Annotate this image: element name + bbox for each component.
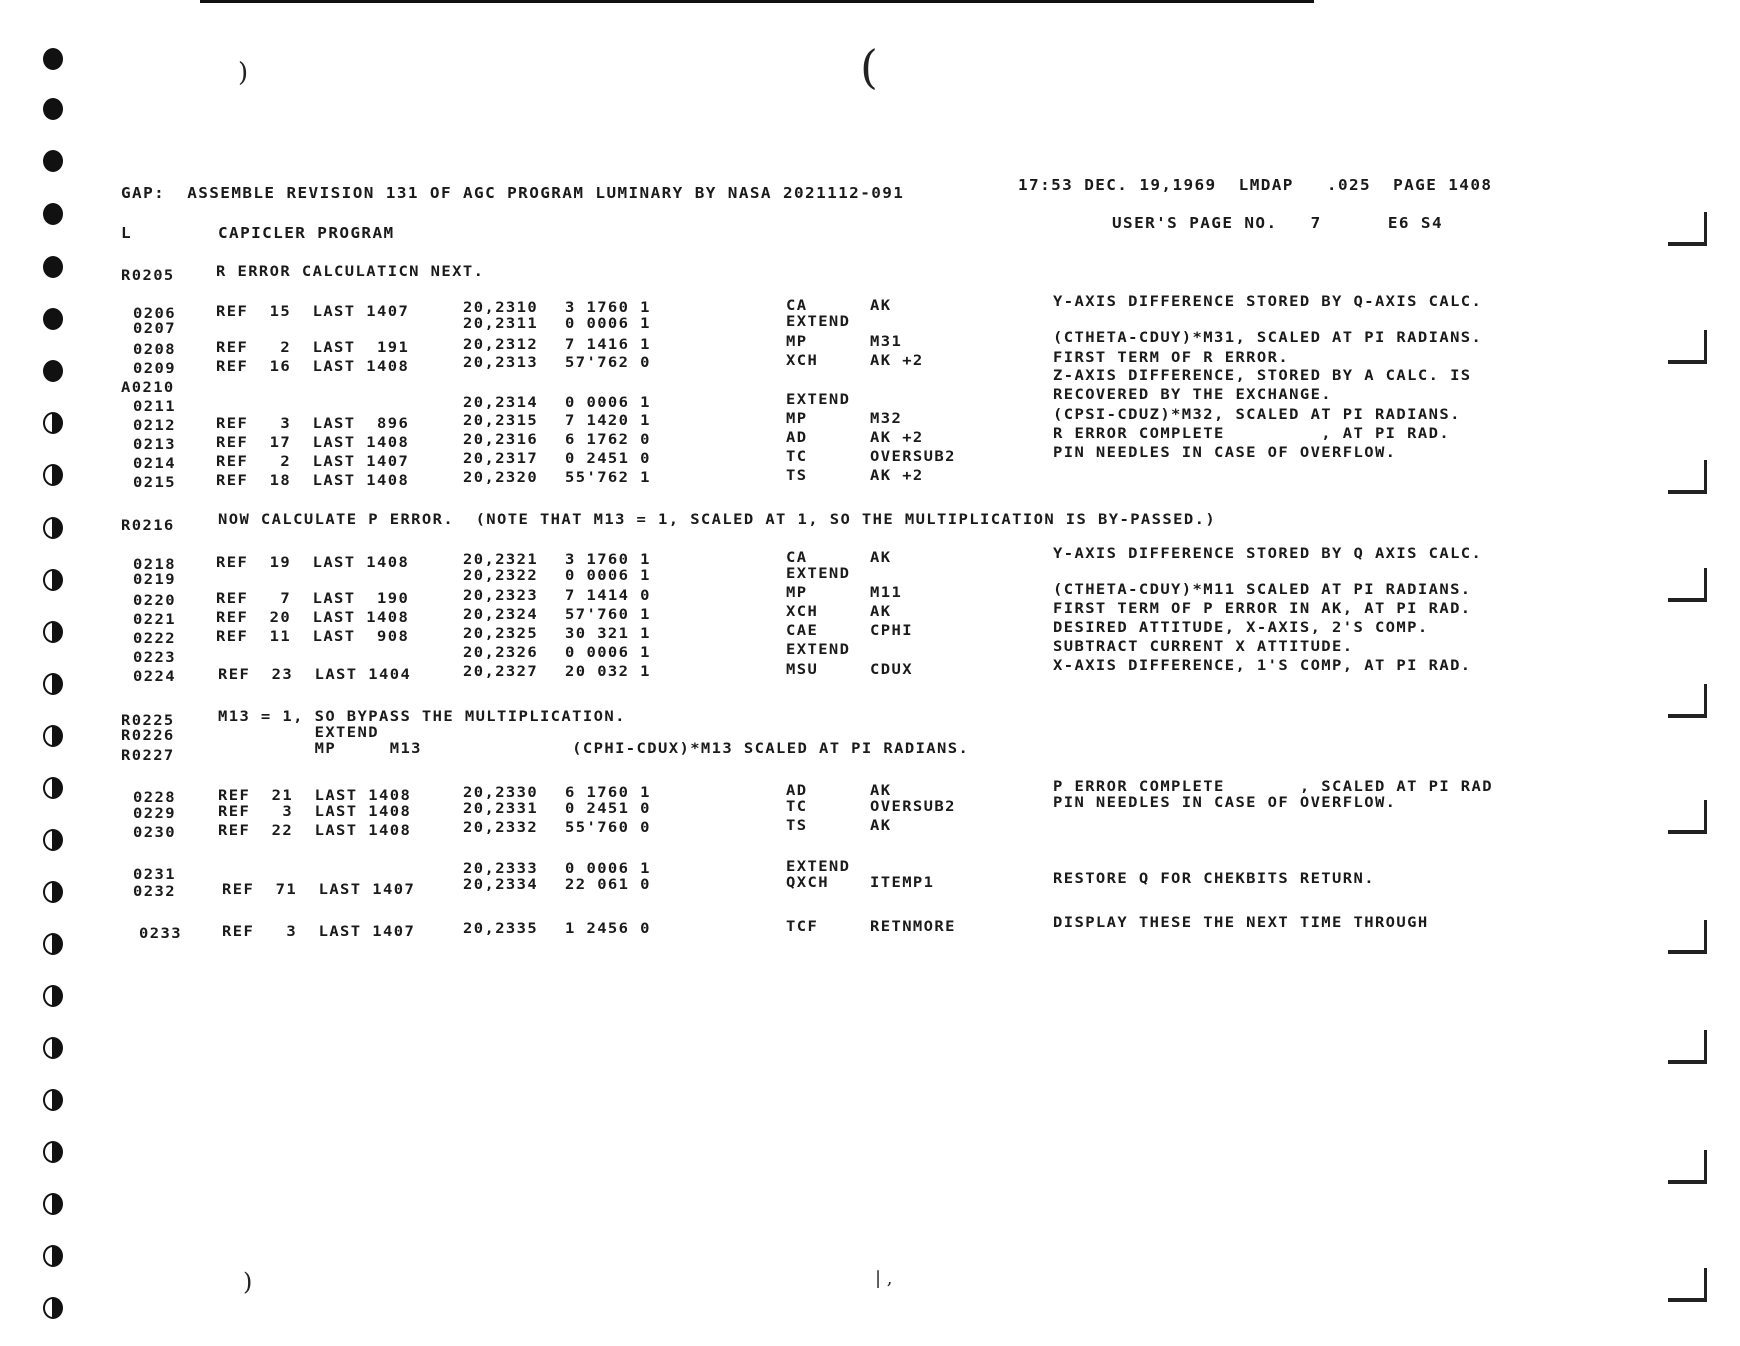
line-reference: REF 16 LAST 1408: [216, 358, 410, 375]
header-timestamp: 17:53 DEC. 19,1969 LMDAP .025 PAGE 1408: [1018, 176, 1493, 194]
line-location: 0228: [133, 789, 176, 806]
line-word: 0 2451 0: [565, 450, 651, 467]
line-reference: REF 19 LAST 1408: [216, 554, 410, 571]
line-opcode: TC: [786, 448, 808, 465]
line-opcode: MP: [786, 584, 808, 601]
punch-hole: [43, 412, 63, 434]
line-word: 55'762 1: [565, 469, 651, 486]
line-comment: FIRST TERM OF P ERROR IN AK, AT PI RAD.: [1053, 600, 1472, 617]
line-operand: ITEMP1: [870, 874, 935, 891]
line-location: 0233: [139, 925, 182, 942]
line-location: 0221: [133, 611, 176, 628]
top-rule: [200, 0, 1314, 3]
line-operand: OVERSUB2: [870, 798, 956, 815]
punch-hole: [43, 1141, 63, 1163]
user-page-number: USER'S PAGE NO. 7 E6 S4: [1112, 214, 1443, 232]
line-address: 20,2315: [463, 412, 539, 429]
line-word: 0 0006 1: [565, 860, 651, 877]
line-reference: REF 22 LAST 1408: [218, 822, 412, 839]
punch-hole: [43, 881, 63, 903]
line-word: 0 0006 1: [565, 315, 651, 332]
line-location: 0211: [133, 398, 176, 415]
line-location: 0232: [133, 883, 176, 900]
line-reference: REF 21 LAST 1408: [218, 787, 412, 804]
line-word: 1 2456 0: [565, 920, 651, 937]
line-location: 0220: [133, 592, 176, 609]
line-operand: M31: [870, 333, 903, 350]
line-address: 20,2326: [463, 644, 539, 661]
line-word: 20 032 1: [565, 663, 651, 680]
line-address: 20,2335: [463, 920, 539, 937]
line-address: 20,2330: [463, 784, 539, 801]
line-word: 30 321 1: [565, 625, 651, 642]
line-comment: R ERROR COMPLETE , AT PI RAD.: [1053, 425, 1451, 442]
punch-hole: [43, 933, 63, 955]
line-address: 20,2321: [463, 551, 539, 568]
line-location: 0219: [133, 571, 176, 588]
punch-hole: [43, 1297, 63, 1319]
line-location: R0205: [121, 267, 175, 284]
line-location: 0206: [133, 305, 176, 322]
line-location: A0210: [121, 379, 175, 396]
line-comment: (CTHETA-CDUY)*M11 SCALED AT PI RADIANS.: [1053, 581, 1472, 598]
line-reference: REF 2 LAST 1407: [216, 453, 410, 470]
line-address: 20,2313: [463, 354, 539, 371]
program-title: CAPICLER PROGRAM: [218, 224, 395, 242]
line-word: 6 1762 0: [565, 431, 651, 448]
line-address: 20,2323: [463, 587, 539, 604]
punch-hole: [43, 569, 63, 591]
line-comment: (CPSI-CDUZ)*M32, SCALED AT PI RADIANS.: [1053, 406, 1461, 423]
line-opcode: EXTEND: [786, 565, 851, 582]
line-comment: PIN NEEDLES IN CASE OF OVERFLOW.: [1053, 444, 1397, 461]
line-opcode: EXTEND: [786, 641, 851, 658]
line-location: R0225: [121, 712, 175, 729]
line-operand: AK +2: [870, 467, 924, 484]
line-operand: CDUX: [870, 661, 913, 678]
line-location: 0229: [133, 805, 176, 822]
line-word: 22 061 0: [565, 876, 651, 893]
line-operand: RETNMORE: [870, 918, 956, 935]
edge-bracket: [1668, 1150, 1707, 1184]
punch-hole: [43, 150, 63, 172]
line-comment: DISPLAY THESE THE NEXT TIME THROUGH: [1053, 914, 1429, 931]
line-location: R0216: [121, 517, 175, 534]
line-operand: AK: [870, 549, 892, 566]
line-reference: REF 18 LAST 1408: [216, 472, 410, 489]
line-remark: MP M13 (CPHI-CDUX)*M13 SCALED AT PI RADIANS.: [218, 740, 970, 757]
header-title: GAP: ASSEMBLE REVISION 131 OF AGC PROGRAM LUMINARY BY NASA 2021112-091: [121, 184, 905, 202]
line-address: 20,2334: [463, 876, 539, 893]
line-comment: (CTHETA-CDUY)*M31, SCALED AT PI RADIANS.: [1053, 329, 1483, 346]
punch-hole: [43, 777, 63, 799]
punch-hole: [43, 985, 63, 1007]
punch-hole: [43, 464, 63, 486]
line-address: 20,2312: [463, 336, 539, 353]
line-location: 0224: [133, 668, 176, 685]
line-address: 20,2311: [463, 315, 539, 332]
line-location: 0231: [133, 866, 176, 883]
line-operand: M11: [870, 584, 903, 601]
line-word: 3 1760 1: [565, 299, 651, 316]
line-word: 7 1420 1: [565, 412, 651, 429]
line-reference: REF 7 LAST 190: [216, 590, 410, 607]
punch-hole: [43, 1037, 63, 1059]
edge-bracket: [1668, 212, 1707, 246]
line-word: 7 1416 1: [565, 336, 651, 353]
line-opcode: TC: [786, 798, 808, 815]
line-address: 20,2320: [463, 469, 539, 486]
line-location: 0208: [133, 341, 176, 358]
line-location: 0209: [133, 360, 176, 377]
line-operand: AK: [870, 297, 892, 314]
line-location: 0215: [133, 474, 176, 491]
line-address: 20,2322: [463, 567, 539, 584]
line-operand: OVERSUB2: [870, 448, 956, 465]
line-address: 20,2310: [463, 299, 539, 316]
line-comment: Z-AXIS DIFFERENCE, STORED BY A CALC. IS: [1053, 367, 1472, 384]
line-address: 20,2316: [463, 431, 539, 448]
line-location: 0214: [133, 455, 176, 472]
line-operand: AK: [870, 782, 892, 799]
line-comment: PIN NEEDLES IN CASE OF OVERFLOW.: [1053, 794, 1397, 811]
line-location: 0218: [133, 556, 176, 573]
punch-hole: [43, 203, 63, 225]
line-comment: Y-AXIS DIFFERENCE STORED BY Q AXIS CALC.: [1053, 545, 1483, 562]
line-reference: REF 23 LAST 1404: [218, 666, 412, 683]
line-location: 0207: [133, 320, 176, 337]
header-code: L: [121, 224, 133, 242]
line-location: 0222: [133, 630, 176, 647]
edge-bracket: [1668, 684, 1707, 718]
line-remark: EXTEND: [218, 724, 379, 741]
edge-bracket: [1668, 330, 1707, 364]
line-location: 0213: [133, 436, 176, 453]
edge-bracket: [1668, 460, 1707, 494]
line-location: 0223: [133, 649, 176, 666]
line-opcode: EXTEND: [786, 313, 851, 330]
line-reference: REF 11 LAST 908: [216, 628, 410, 645]
punch-hole: [43, 1089, 63, 1111]
paren-mark: ): [238, 58, 249, 88]
line-word: 0 0006 1: [565, 567, 651, 584]
edge-bracket: [1668, 568, 1707, 602]
line-reference: REF 15 LAST 1407: [216, 303, 410, 320]
line-address: 20,2332: [463, 819, 539, 836]
line-reference: REF 2 LAST 191: [216, 339, 410, 356]
punch-hole: [43, 308, 63, 330]
line-opcode: CA: [786, 297, 808, 314]
line-opcode: AD: [786, 782, 808, 799]
line-opcode: EXTEND: [786, 858, 851, 875]
line-address: 20,2317: [463, 450, 539, 467]
line-comment: P ERROR COMPLETE , SCALED AT PI RAD: [1053, 778, 1494, 795]
line-address: 20,2325: [463, 625, 539, 642]
punch-hole: [43, 1245, 63, 1267]
line-reference: REF 3 LAST 1408: [218, 803, 412, 820]
line-remark: M13 = 1, SO BYPASS THE MULTIPLICATION.: [218, 708, 626, 725]
line-comment: SUBTRACT CURRENT X ATTITUDE.: [1053, 638, 1354, 655]
line-opcode: CA: [786, 549, 808, 566]
line-word: 57'762 0: [565, 354, 651, 371]
line-word: 3 1760 1: [565, 551, 651, 568]
line-word: 0 0006 1: [565, 644, 651, 661]
line-operand: M32: [870, 410, 903, 427]
punch-hole: [43, 1193, 63, 1215]
punch-hole: [43, 360, 63, 382]
line-comment: Y-AXIS DIFFERENCE STORED BY Q-AXIS CALC.: [1053, 293, 1483, 310]
line-operand: AK: [870, 603, 892, 620]
paren-mark: ): [243, 1268, 253, 1296]
line-operand: AK +2: [870, 352, 924, 369]
punch-hole: [43, 98, 63, 120]
line-operand: AK: [870, 817, 892, 834]
line-address: 20,2333: [463, 860, 539, 877]
line-word: 55'760 0: [565, 819, 651, 836]
punch-hole: [43, 829, 63, 851]
edge-bracket: [1668, 800, 1707, 834]
line-address: 20,2314: [463, 394, 539, 411]
line-comment: DESIRED ATTITUDE, X-AXIS, 2'S COMP.: [1053, 619, 1429, 636]
line-word: 0 0006 1: [565, 394, 651, 411]
line-opcode: XCH: [786, 352, 819, 369]
line-word: 57'760 1: [565, 606, 651, 623]
line-opcode: TS: [786, 467, 808, 484]
line-comment: RESTORE Q FOR CHEKBITS RETURN.: [1053, 870, 1375, 887]
line-word: 6 1760 1: [565, 784, 651, 801]
line-opcode: TCF: [786, 918, 819, 935]
punch-hole: [43, 725, 63, 747]
punch-hole: [43, 673, 63, 695]
line-comment: X-AXIS DIFFERENCE, 1'S COMP, AT PI RAD.: [1053, 657, 1472, 674]
line-comment: FIRST TERM OF R ERROR.: [1053, 349, 1290, 366]
pipe-mark: | ,: [875, 1268, 893, 1289]
line-location: 0230: [133, 824, 176, 841]
paren-mark: (: [860, 40, 878, 94]
line-address: 20,2327: [463, 663, 539, 680]
line-comment: RECOVERED BY THE EXCHANGE.: [1053, 386, 1333, 403]
line-opcode: QXCH: [786, 874, 829, 891]
edge-bracket: [1668, 920, 1707, 954]
edge-bracket: [1668, 1030, 1707, 1064]
line-reference: REF 71 LAST 1407: [222, 881, 416, 898]
line-word: 0 2451 0: [565, 800, 651, 817]
line-opcode: MSU: [786, 661, 819, 678]
line-opcode: CAE: [786, 622, 819, 639]
line-opcode: TS: [786, 817, 808, 834]
edge-bracket: [1668, 1268, 1707, 1302]
line-opcode: AD: [786, 429, 808, 446]
punch-hole: [43, 621, 63, 643]
line-location: 0212: [133, 417, 176, 434]
line-remark: NOW CALCULATE P ERROR. (NOTE THAT M13 = 1, SCALED AT 1, SO THE MULTIPLICATION IS BY-PASSED.): [218, 511, 1217, 528]
line-word: 7 1414 0: [565, 587, 651, 604]
line-remark: R ERROR CALCULATICN NEXT.: [216, 263, 485, 280]
line-reference: REF 3 LAST 1407: [222, 923, 416, 940]
line-location: R0227: [121, 747, 175, 764]
line-reference: REF 3 LAST 896: [216, 415, 410, 432]
line-opcode: EXTEND: [786, 391, 851, 408]
line-location: R0226: [121, 727, 175, 744]
line-operand: AK +2: [870, 429, 924, 446]
punch-hole: [43, 517, 63, 539]
line-address: 20,2331: [463, 800, 539, 817]
line-operand: CPHI: [870, 622, 913, 639]
line-opcode: XCH: [786, 603, 819, 620]
line-opcode: MP: [786, 410, 808, 427]
line-opcode: MP: [786, 333, 808, 350]
punch-hole: [43, 48, 63, 70]
line-reference: REF 17 LAST 1408: [216, 434, 410, 451]
line-address: 20,2324: [463, 606, 539, 623]
punch-hole: [43, 256, 63, 278]
line-reference: REF 20 LAST 1408: [216, 609, 410, 626]
